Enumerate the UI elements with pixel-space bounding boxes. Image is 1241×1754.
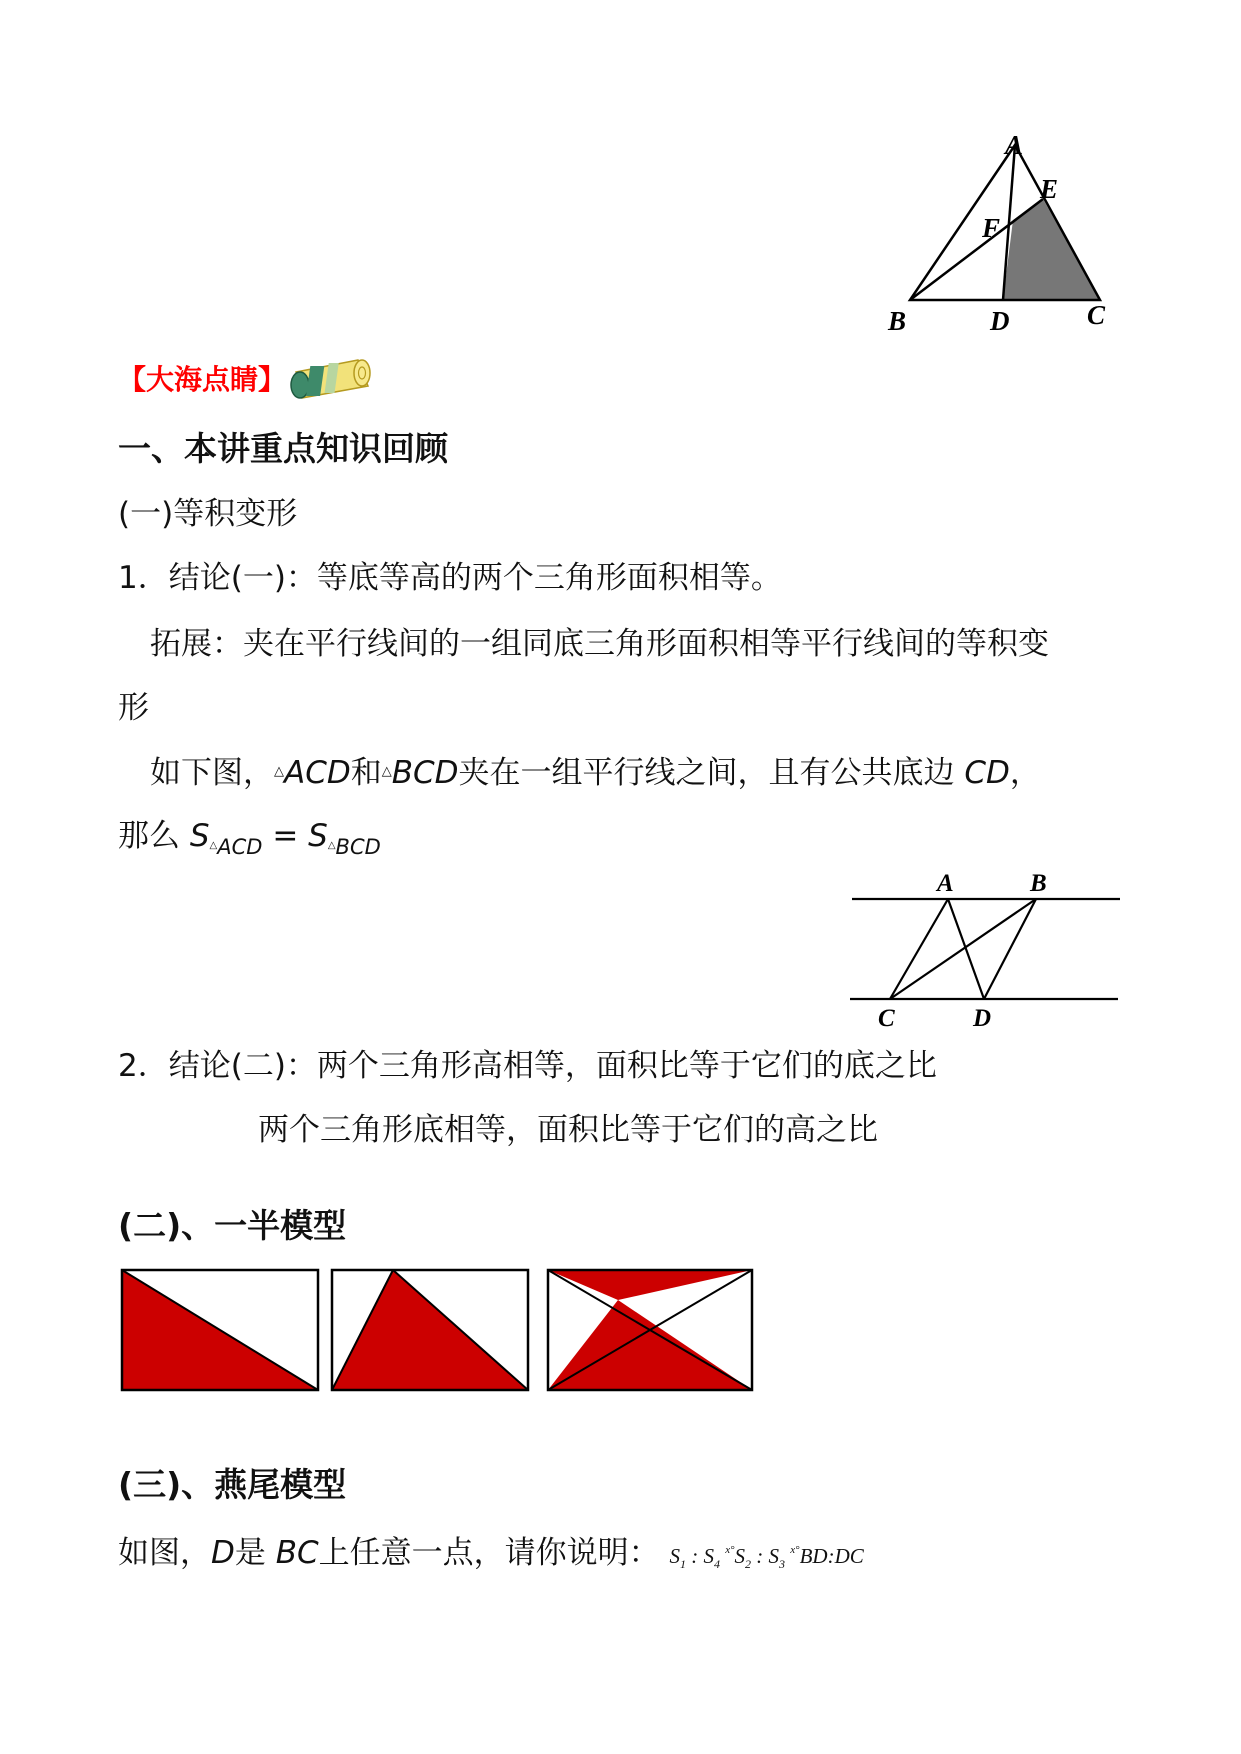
segment-ac (890, 899, 948, 999)
conclusion-one: 1．结论(一)：等底等高的两个三角形面积相等。 (118, 560, 782, 596)
half-model-rect-3 (548, 1270, 752, 1390)
segment-ad (948, 899, 984, 999)
base-cd: CD (964, 755, 1010, 791)
segment-bc (890, 899, 1036, 999)
area-symbol: S (189, 818, 210, 854)
example-line-2 (118, 816, 381, 867)
word-shi: 是 (234, 1535, 266, 1571)
banner (118, 360, 286, 400)
banner-title: 大海点睛 (146, 363, 259, 396)
sub-heading-equal-area: (一)等积变形 (118, 496, 298, 532)
half-model-rect-2 (332, 1270, 528, 1390)
triangle-mark: △ (274, 764, 284, 779)
example-comma: ， (1009, 755, 1041, 791)
figure-parallel-lines (840, 858, 1130, 1028)
point-d: D (211, 1535, 235, 1571)
statement-prefix: 如图， (118, 1535, 211, 1571)
section1-heading: 一、本讲重点知识回顾 (118, 429, 448, 468)
banner-open-bracket: 【 (118, 363, 147, 396)
triangle-mark: △ (327, 840, 336, 851)
section3-heading: (三)、燕尾模型 (118, 1465, 347, 1504)
extension-line-2: 形 (118, 690, 149, 726)
label-a: A (1005, 130, 1024, 160)
conj-he: 和 (350, 755, 382, 791)
label-b: B (1030, 870, 1047, 897)
statement-rest: 上任意一点，请你说明： (318, 1535, 660, 1571)
equals: = (272, 818, 299, 854)
half-model-rect-1 (122, 1270, 318, 1390)
label-d: D (973, 1005, 992, 1028)
triangle-mark: △ (381, 764, 392, 779)
triangle-mark: △ (209, 840, 218, 851)
triangle-acd: ACD (284, 755, 351, 791)
extension-line-1: 拓展：夹在平行线间的一组同底三角形面积相等平行线间的等积变 (150, 626, 1049, 662)
conclusion-two-line-1: 2．结论(二)：两个三角形高相等，面积比等于它们的底之比 (118, 1048, 937, 1084)
conclusion-two-line-2: 两个三角形底相等，面积比等于它们的高之比 (258, 1112, 878, 1148)
sub-acd: ACD (217, 835, 263, 859)
label-c: C (878, 1005, 895, 1028)
ratio-formula: $S_1$ : $S_4$ $^{x^\circ}S_2$ : $S_3$ $^{x^\circ}$BD:DC (669, 1544, 864, 1572)
swallowtail-statement (118, 1530, 864, 1584)
example-line-1 (150, 752, 1041, 793)
area-symbol: S (308, 818, 328, 854)
segment-bd (984, 899, 1036, 999)
label-d: D (990, 306, 1010, 335)
label-a: A (937, 870, 954, 897)
label-c: C (1087, 300, 1106, 330)
sub-bcd: BCD (335, 835, 381, 859)
label-e: E (1040, 174, 1059, 204)
banner-close-bracket: 】 (258, 363, 287, 396)
figure-triangle-abc (880, 125, 1140, 335)
segment-bc: BC (275, 1535, 319, 1571)
section2-heading: (二)、一半模型 (118, 1206, 347, 1245)
triangle-bcd: BCD (391, 755, 459, 791)
label-f: F (982, 213, 1001, 243)
half-model-figures (118, 1262, 768, 1396)
nam: 那么 (118, 818, 180, 854)
rolled-scroll-icon (288, 354, 376, 406)
example-prefix: 如下图， (150, 755, 274, 791)
example-middle: 夹在一组平行线之间，且有公共底边 (458, 755, 955, 791)
label-b: B (888, 306, 907, 335)
